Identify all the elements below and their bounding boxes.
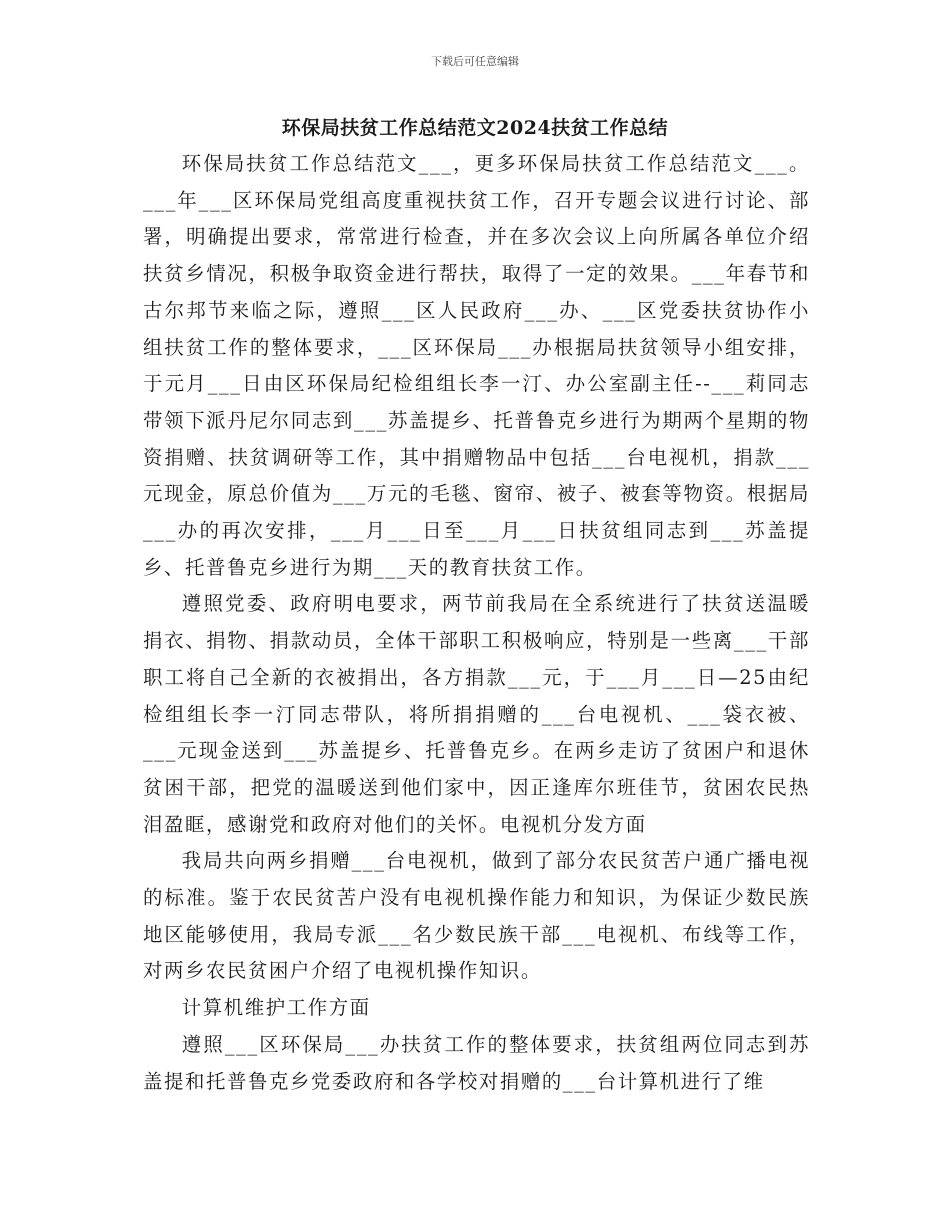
paragraph-2: 遵照党委、政府明电要求，两节前我局在全系统进行了扶贫送温暖捐衣、捐物、捐款动员，全体干部职工积极响应，特别是一些离___干部职工将自己全新的衣被捐出，各方捐款___元，于___月___日—25由纪检组组长李一汀同志带队，将所捐捐赠的___台电视机、___袋衣被、___元现金送到___苏盖提乡、托普鲁克乡。在两乡走访了贫困户和退休贫困干部，把党的温暖送到他们家中，因正逢库尔班佳节，贫困农民热泪盈眶，感谢党和政府对他们的关怀。电视机分发方面 [143,592,810,836]
paragraph-3: 我局共向两乡捐赠___台电视机，做到了部分农民贫苦户通广播电视的标准。鉴于农民贫苦户没有电视机操作能力和知识，为保证少数民族地区能够使用，我局专派___名少数民族干部___电视机、布线等工作，对两乡农民贫困户介绍了电视机操作知识。 [143,849,810,983]
paragraph-4-heading: 计算机维护工作方面 [181,996,371,1020]
document-title: 环保局扶贫工作总结范文2024扶贫工作总结 [281,117,669,139]
document-body [143,146,810,1100]
paragraph-1: 环保局扶贫工作总结范文___，更多环保局扶贫工作总结范文___。___年___区环保局党组高度重视扶贫工作，召开专题会议进行讨论、部署，明确提出要求，常常进行检查，并在多次会议上向所属各单位介绍扶贫乡情况，积极争取资金进行帮扶，取得了一定的效果。___年春节和古尔邦节来临之际，遵照___区人民政府___办、___区党委扶贫协作小组扶贫工作的整体要求，___区环保局___办根据局扶贫领导小组安排，于元月___日由区环保局纪检组组长李一汀、办公室副主任--___莉同志带领下派丹尼尔同志到___苏盖提乡、托普鲁克乡进行为期两个星期的物资捐赠、扶贫调研等工作，其中捐赠物品中包括___台电视机，捐款___元现金，原总价值为___万元的毛毯、窗帘、被子、被套等物资。根据局___办的再次安排，___月___日至___月___日扶贫组同志到___苏盖提乡、托普鲁克乡进行为期___天的教育扶贫工作。 [143,152,810,579]
header-note: 下载后可任意编辑 [431,55,519,68]
paragraph-5: 遵照___区环保局___办扶贫工作的整体要求，扶贫组两位同志到苏盖提和托普鲁克乡党委政府和各学校对捐赠的___台计算机进行了维 [143,1032,810,1093]
